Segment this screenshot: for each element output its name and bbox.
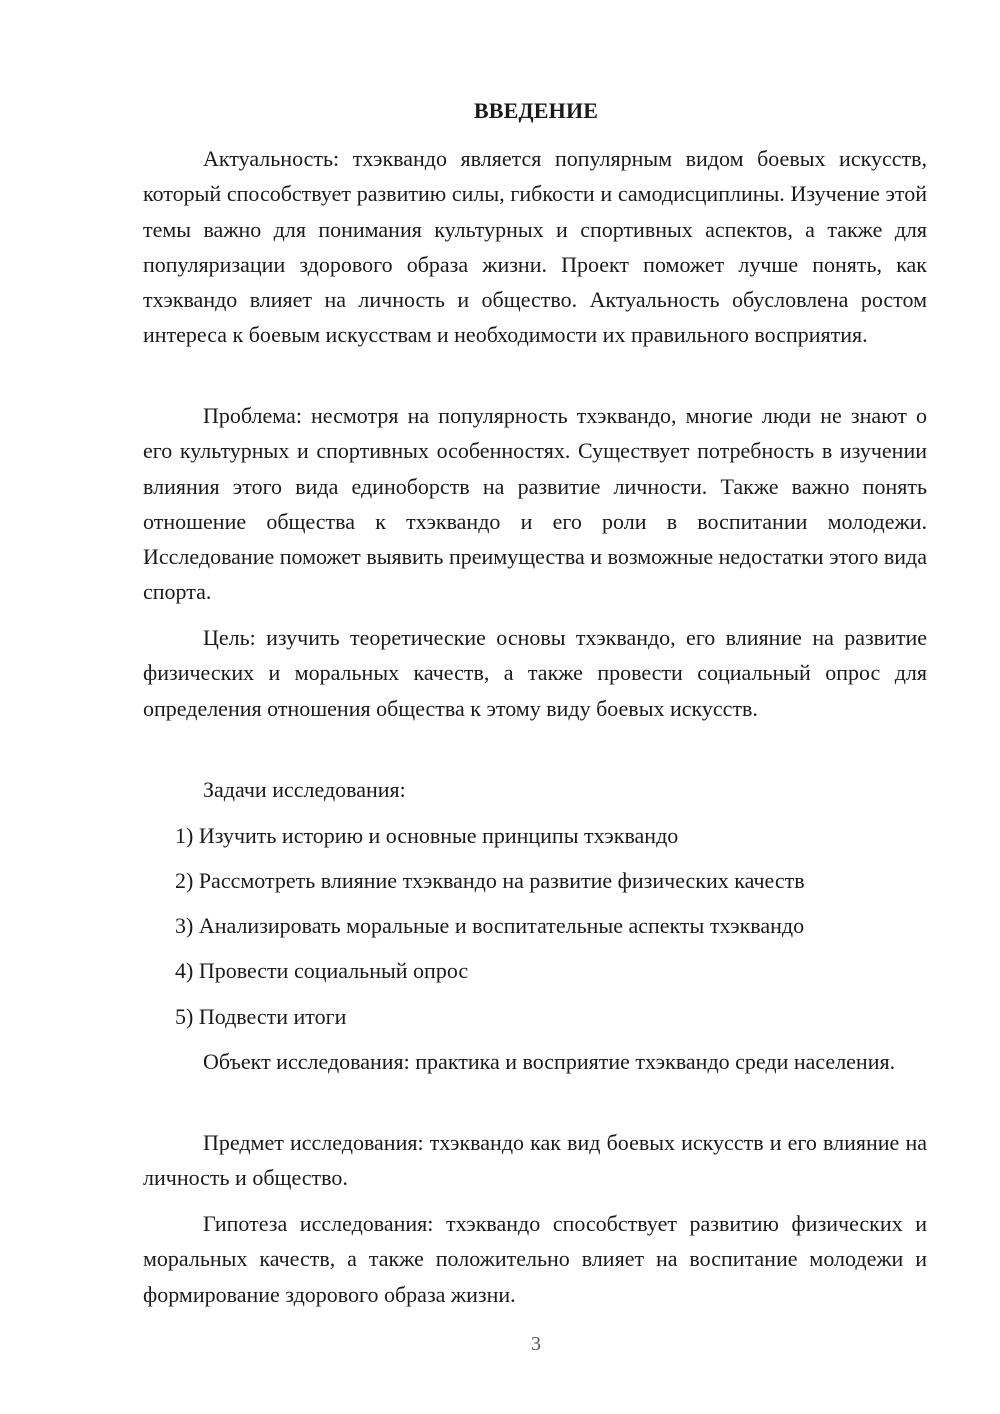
goal-paragraph bbox=[143, 620, 927, 726]
paragraph-text: Актуальность: тхэквандо является популярным видом боевых искусств, который способствует развитию силы, гибкости и самодисциплины. Изучение этой темы важно для понимания культурных и спортивных аспектов, а также для популяризации здорового образа жизни. Проект поможет лучше понять, как тхэквандо влияет на личность и общество. Актуальность обусловлена ростом интереса к боевым искусствам и необходимости их правильного восприятия. bbox=[143, 146, 927, 348]
list-item: 1) Изучить историю и основные принципы тхэквандо bbox=[175, 823, 679, 848]
object-paragraph bbox=[143, 1044, 927, 1079]
paragraph-text: Проблема: несмотря на популярность тхэквандо, многие люди не знают о его культурных и спортивных особенностях. Существует потребность в изучении влияния этого вида единоборств на развитие личности. Также важно понять отношение общества к тхэквандо и его роли в воспитании молодежи. Исследование поможет выявить преимущества и возможные недостатки этого вида спорта. bbox=[143, 403, 927, 605]
paragraph-text: Предмет исследования: тхэквандо как вид боевых искусств и его влияние на личность и общество. bbox=[143, 1130, 927, 1191]
list-item: 4) Провести социальный опрос bbox=[175, 958, 469, 983]
list-item: 5) Подвести итоги bbox=[175, 1004, 347, 1029]
paragraph-text: Объект исследования: практика и восприятие тхэквандо среди населения. bbox=[203, 1049, 896, 1074]
paragraph-text: Цель: изучить теоретические основы тхэквандо, его влияние на развитие физических и моральных качеств, а также провести социальный опрос для определения отношения общества к этому виду боевых искусств. bbox=[143, 625, 927, 721]
subject-paragraph bbox=[143, 1125, 927, 1196]
paragraph-text: Гипотеза исследования: тхэквандо способствует развитию физических и моральных качеств, а также положительно влияет на воспитание молодежи и формирование здорового образа жизни. bbox=[143, 1211, 927, 1307]
list-item: 3) Анализировать моральные и воспитательные аспекты тхэквандо bbox=[175, 913, 805, 938]
list-item: 2) Рассмотреть влияние тхэквандо на развитие физических качеств bbox=[175, 868, 805, 893]
tasks-heading: Задачи исследования: bbox=[203, 777, 406, 802]
relevance-paragraph bbox=[143, 141, 927, 353]
page-number: 3 bbox=[531, 1333, 541, 1355]
page-title: ВВЕДЕНИЕ bbox=[473, 98, 599, 123]
hypothesis-paragraph bbox=[143, 1206, 927, 1312]
problem-paragraph bbox=[143, 398, 927, 610]
